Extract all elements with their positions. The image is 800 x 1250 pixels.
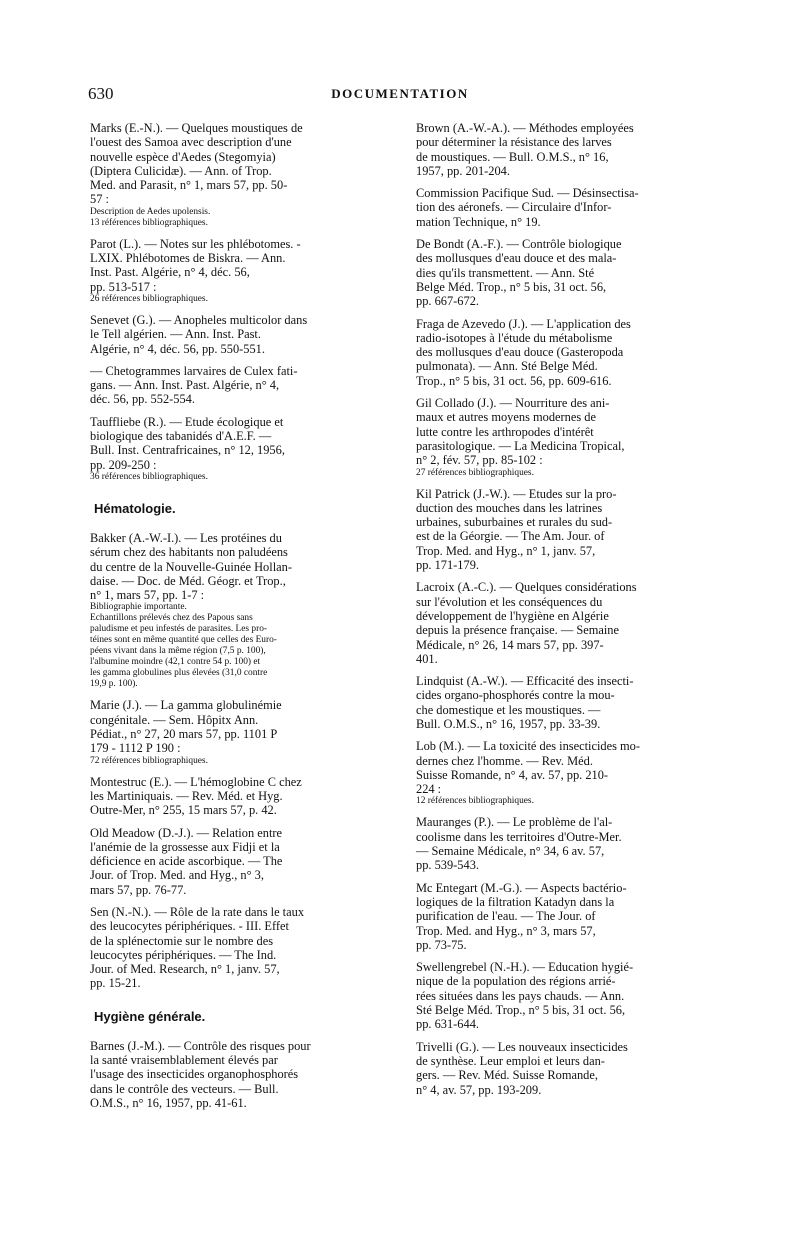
entry-line: pulmonata). — Ann. Sté Belge Méd. xyxy=(416,359,598,374)
entry-line: Swellengrebel (N.-H.). — Education hygié- xyxy=(416,960,634,975)
entry-line: coolisme dans les territoires d'Outre-Mer. xyxy=(416,829,622,844)
entry-line: congénitale. — Sem. Hôpitx Ann. xyxy=(90,712,259,727)
entry-line: l'ouest des Samoa avec description d'une xyxy=(90,135,292,150)
entry-line: Pédiat., n° 27, 20 mars 57, pp. 1101 P xyxy=(90,727,278,742)
entry-line: cides organo-phosphorés contre la mou- xyxy=(416,688,615,703)
entry-line: purification de l'eau. — The Jour. of xyxy=(416,909,596,924)
entry-line: n° 1, mars 57, pp. 1-7 : xyxy=(90,588,205,603)
entry-line: pp. 73-75. xyxy=(416,937,467,952)
bibliography-entry xyxy=(416,237,725,308)
entry-line: dans le contrôle des vecteurs. — Bull. xyxy=(90,1081,279,1096)
entry-line: Lacroix (A.-C.). — Quelques considérations xyxy=(416,580,637,595)
page-number: 630 xyxy=(88,84,114,103)
entry-note: 12 références bibliographiques. xyxy=(416,796,534,807)
entry-line: Mauranges (P.). — Le problème de l'al- xyxy=(416,815,613,830)
entry-line: Belge Méd. Trop., n° 5 bis, 31 oct. 56, xyxy=(416,279,607,294)
entry-line: — Semaine Médicale, n° 34, 6 av. 57, xyxy=(416,844,605,859)
entry-line: pp. 209-250 : xyxy=(90,457,157,472)
entry-line: Trivelli (G.). — Les nouveaux insecticides xyxy=(416,1039,628,1054)
entry-line: depuis la présence française. — Semaine xyxy=(416,623,619,638)
entry-line: Jour. of Trop. Med. and Hyg., n° 3, xyxy=(90,868,264,883)
entry-line: Outre-Mer, n° 255, 15 mars 57, p. 42. xyxy=(90,803,277,818)
entry-note: 27 références bibliographiques. xyxy=(416,467,534,478)
entry-line: la santé vraisemblablement élevés par xyxy=(90,1053,278,1068)
bibliography-entry xyxy=(416,674,725,731)
bibliography-entry xyxy=(416,396,725,478)
bibliography-entry xyxy=(90,905,399,991)
bibliography-entry xyxy=(90,1039,399,1110)
entry-line: Brown (A.-W.-A.). — Méthodes employées xyxy=(416,121,634,135)
entry-line: de moustiques. — Bull. O.M.S., n° 16, xyxy=(416,149,609,164)
entry-note: Bibliographie importante. xyxy=(90,602,187,613)
bibliography-entry xyxy=(416,1040,725,1097)
entry-line: Bakker (A.-W.-I.). — Les protéines du xyxy=(90,530,282,545)
entry-line: les Martiniquais. — Rev. Méd. et Hyg. xyxy=(90,788,283,803)
left-column xyxy=(90,121,399,1118)
entry-line: urbaines, suburbaines et rurales du sud- xyxy=(416,515,613,530)
entry-line: déc. 56, pp. 552-554. xyxy=(90,392,195,407)
entry-line: Algérie, n° 4, déc. 56, pp. 550-551. xyxy=(90,341,265,356)
entry-line: Sté Belge Méd. Trop., n° 5 bis, 31 oct. 56, xyxy=(416,1003,626,1018)
entry-line: 401. xyxy=(416,651,438,666)
bibliography-entry xyxy=(90,826,399,897)
entry-line: 57 : xyxy=(90,192,109,207)
entry-line: lutte contre les arthropodes d'intérêt xyxy=(416,424,594,439)
entry-line: Jour. of Med. Research, n° 1, janv. 57, xyxy=(90,962,280,977)
entry-note: 19,9 p. 100). xyxy=(90,679,138,690)
entry-line: Barnes (J.-M.). — Contrôle des risques pour xyxy=(90,1038,311,1053)
entry-line: dies qu'ils transmettent. — Ann. Sté xyxy=(416,265,595,280)
entry-line: Marks (E.-N.). — Quelques moustiques de xyxy=(90,121,303,135)
bibliography-entry xyxy=(416,739,725,807)
entry-line: pp. 171-179. xyxy=(416,558,479,573)
entry-line: sur l'évolution et les conséquences du xyxy=(416,594,603,609)
entry-line: LXIX. Phlébotomes de Biskra. — Ann. xyxy=(90,251,286,266)
entry-note: 26 références bibliographiques. xyxy=(90,293,208,304)
entry-line: parasitologique. — La Medicina Tropical, xyxy=(416,438,625,453)
entry-line: Med. and Parasit, n° 1, mars 57, pp. 50- xyxy=(90,178,288,193)
entry-line: n° 4, av. 57, pp. 193-209. xyxy=(416,1082,542,1097)
entry-line: Sen (N.-N.). — Rôle de la rate dans le taux xyxy=(90,904,305,919)
entry-line: n° 2, fév. 57, pp. 85-102 : xyxy=(416,453,543,468)
entry-line: Suisse Romande, n° 4, av. 57, pp. 210- xyxy=(416,767,609,782)
entry-line: Trop. Med. and Hyg., n° 3, mars 57, xyxy=(416,923,596,938)
entry-line: pp. 513-517 : xyxy=(90,279,157,294)
entry-line: Bull. Inst. Centrafricaines, n° 12, 1956, xyxy=(90,443,285,458)
entry-note: paludisme et peu infestés de parasites. Les pro- xyxy=(90,624,268,635)
entry-line: nique de la population des régions arrié- xyxy=(416,974,616,989)
entry-line: (Diptera Culicidæ). — Ann. of Trop. xyxy=(90,163,272,178)
entry-note: péens vivant dans la même région (7,5 p. 100), xyxy=(90,646,266,657)
bibliography-entry xyxy=(416,580,725,666)
entry-line: 1957, pp. 201-204. xyxy=(416,163,510,178)
entry-line: Old Meadow (D.-J.). — Relation entre xyxy=(90,825,283,840)
entry-line: développement de l'hygiène en Algérie xyxy=(416,608,609,623)
right-column xyxy=(416,121,725,1105)
bibliography-entry xyxy=(416,815,725,872)
entry-line: nouvelle espèce d'Aedes (Stegomyia) xyxy=(90,149,276,164)
entry-line: Fraga de Azevedo (J.). — L'application des xyxy=(416,316,631,331)
entry-line: des leucocytes périphériques. - III. Effet xyxy=(90,919,289,934)
entry-line: Montestruc (E.). — L'hémoglobine C chez xyxy=(90,774,302,789)
entry-line: mars 57, pp. 76-77. xyxy=(90,882,187,897)
bibliography-entry xyxy=(90,237,399,305)
entry-line: Trop., n° 5 bis, 31 oct. 56, pp. 609-616. xyxy=(416,373,612,388)
entry-note: 36 références bibliographiques. xyxy=(90,471,208,482)
entry-line: 179 - 1112 P 190 : xyxy=(90,741,181,756)
bibliography-entry xyxy=(90,364,399,407)
entry-note: téines sont en même quantité que celles des Euro- xyxy=(90,635,277,646)
entry-line: O.M.S., n° 16, 1957, pp. 41-61. xyxy=(90,1095,247,1110)
entry-line: est de la Géorgie. — The Am. Jour. of xyxy=(416,529,605,544)
entry-line: sérum chez des habitants non paludéens xyxy=(90,545,288,560)
bibliography-entry xyxy=(416,881,725,952)
entry-line: maux et autres moyens modernes de xyxy=(416,410,596,425)
entry-line: du centre de la Nouvelle-Guinée Hollan- xyxy=(90,559,292,574)
entry-line: pour déterminer la résistance des larves xyxy=(416,135,612,150)
entry-line: Trop. Med. and Hyg., n° 1, janv. 57, xyxy=(416,543,596,558)
entry-line: Inst. Past. Algérie, n° 4, déc. 56, xyxy=(90,265,250,280)
entry-line: pp. 539-543. xyxy=(416,858,479,873)
bibliography-entry xyxy=(90,121,399,229)
section-heading: Hématologie. xyxy=(94,500,176,516)
section-heading: Hygiène générale. xyxy=(94,1008,206,1024)
bibliography-entry xyxy=(90,313,399,356)
entry-line: de la splénectomie sur le nombre des xyxy=(90,933,274,948)
entry-line: che domestique et les moustiques. — xyxy=(416,702,601,717)
bibliography-entry xyxy=(416,121,725,178)
entry-line: Senevet (G.). — Anopheles multicolor dans xyxy=(90,312,308,327)
entry-line: mation Technique, n° 19. xyxy=(416,214,541,229)
entry-line: de synthèse. Leur emploi et leurs dan- xyxy=(416,1053,605,1068)
entry-line: De Bondt (A.-F.). — Contrôle biologique xyxy=(416,237,622,252)
entry-line: logiques de la filtration Katadyn dans la xyxy=(416,894,615,909)
entry-line: radio-isotopes à l'étude du métabolisme xyxy=(416,330,613,345)
entry-note: Echantillons prélevés chez des Papous sans xyxy=(90,613,253,624)
entry-line: Bull. O.M.S., n° 16, 1957, pp. 33-39. xyxy=(416,716,601,731)
bibliography-entry xyxy=(416,186,725,229)
entry-line: pp. 667-672. xyxy=(416,294,479,309)
entry-line: Kil Patrick (J.-W.). — Etudes sur la pro- xyxy=(416,486,617,501)
entry-line: — Chetogrammes larvaires de Culex fati- xyxy=(90,363,298,378)
entry-line: l'anémie de la grossesse aux Fidji et la xyxy=(90,839,280,854)
entry-line: gans. — Ann. Inst. Past. Algérie, n° 4, xyxy=(90,378,280,393)
entry-line: des mollusques d'eau douce et des mala- xyxy=(416,251,617,266)
entry-line: daise. — Doc. de Méd. Géogr. et Trop., xyxy=(90,573,286,588)
entry-line: Commission Pacifique Sud. — Désinsectisa- xyxy=(416,186,639,201)
entry-line: dernes chez l'homme. — Rev. Méd. xyxy=(416,753,593,768)
bibliography-entry xyxy=(90,415,399,483)
entry-line: rées situées dans les pays chauds. — Ann. xyxy=(416,988,625,1003)
entry-line: Marie (J.). — La gamma globulinémie xyxy=(90,698,282,713)
bibliography-entry xyxy=(416,960,725,1031)
entry-note: 72 références bibliographiques. xyxy=(90,755,208,766)
entry-line: Lob (M.). — La toxicité des insecticides mo- xyxy=(416,739,641,754)
entry-line: duction des mouches dans les latrines xyxy=(416,500,603,515)
bibliography-entry xyxy=(90,531,399,690)
bibliography-entry xyxy=(90,698,399,766)
entry-line: le Tell algérien. — Ann. Inst. Past. xyxy=(90,327,261,342)
entry-line: tion des aéronefs. — Circulaire d'Infor- xyxy=(416,200,612,215)
entry-line: gers. — Rev. Méd. Suisse Romande, xyxy=(416,1068,598,1083)
entry-line: pp. 15-21. xyxy=(90,976,141,991)
entry-line: Gil Collado (J.). — Nourriture des ani- xyxy=(416,396,610,411)
entry-note: l'albumine moindre (42,1 contre 54 p. 100) et xyxy=(90,657,261,668)
entry-line: Mc Entegart (M.-G.). — Aspects bactério- xyxy=(416,880,627,895)
bibliography-entry xyxy=(416,317,725,388)
entry-line: Parot (L.). — Notes sur les phlébotomes. - xyxy=(90,236,301,251)
bibliography-entry xyxy=(416,487,725,573)
entry-note: 13 références bibliographiques. xyxy=(90,217,208,228)
entry-line: l'usage des insecticides organophosphorés xyxy=(90,1067,299,1082)
running-header: DOCUMENTATION xyxy=(331,86,469,101)
entry-line: Tauffliebe (R.). — Etude écologique et xyxy=(90,414,284,429)
entry-line: des mollusques d'eau douce (Gasteropoda xyxy=(416,345,624,360)
entry-line: déficience en acide ascorbique. — The xyxy=(90,854,283,869)
entry-line: 224 : xyxy=(416,782,442,797)
entry-note: Description de Aedes upolensis. xyxy=(90,206,211,217)
entry-line: biologique des tabanidés d'A.E.F. — xyxy=(90,429,272,444)
entry-line: pp. 631-644. xyxy=(416,1017,479,1032)
entry-line: Médicale, n° 26, 14 mars 57, pp. 397- xyxy=(416,637,604,652)
entry-note: les gamma globulines plus élevées (31,0 contre xyxy=(90,668,268,679)
entry-line: leucocytes périphériques. — The Ind. xyxy=(90,947,277,962)
bibliography-entry xyxy=(90,775,399,818)
entry-line: Lindquist (A.-W.). — Efficacité des insecti- xyxy=(416,674,634,689)
